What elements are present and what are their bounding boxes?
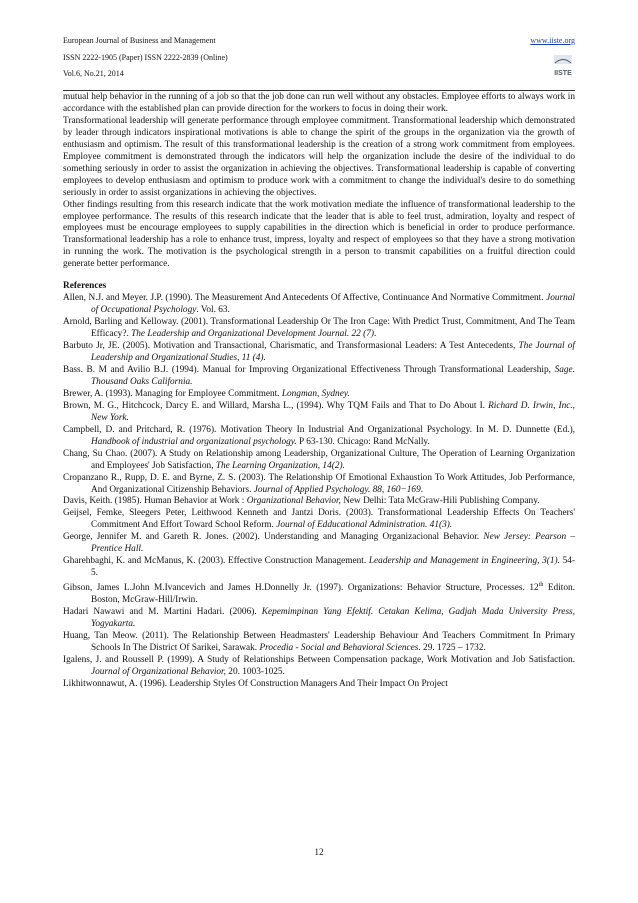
reference-entry: Campbell, D. and Pritchard, R. (1976). Motivation Theory In Industrial And Organizational Psychology. In M. D. Dunnette (Ed.), Handbook of industrial and organizational psychology. P 63-130. Chicago: Rand McNally. — [63, 424, 575, 447]
reference-entry: Arnold, Barling and Kelloway. (2001). Transformational Leadership Or The Iron Cage: With Predict Trust, Commitment, And The Team Efficacy?. The Leadership and Organizational Development Journal. 22 (7). — [63, 317, 575, 340]
reference-entry: Hadari Nawawi and M. Martini Hadari. (2006). Kepemimpinan Yang Efektif. Cetakan Kelima, Gadjah Mada University Press, Yogyakarta. — [63, 607, 575, 630]
body-paragraph: Other findings resulting from this research indicate that the work motivation mediate the influence of transformational leadership to the employee performance. The results of this research indicate that the leader that is able to feel trust, admiration, loyalty and respect of employees must be encourage employees to supply capabilities in the direction which is beneficial in order to produce performance. Transformational leadership has a role to enhance trust, impress, loyalty and respect of employees so that they have a strong motivation in running the work. The motivation is the psychological strength in a person to transmit capabilities on a fruitful direction could generate better performance. — [63, 199, 575, 270]
reference-entry: Huang, Tan Meow. (2011). The Relationship Between Headmasters' Leadership Behaviour And Teachers Commitment In Primary Schools In The District Of Sarikei, Sarawak. Procedia - Social and Behavioral Sciences. 29. 1725 – 1732. — [63, 631, 575, 653]
header-divider — [63, 90, 575, 91]
reference-entry: Davis, Keith. (1985). Human Behavior at Work : Organizational Behavior, New Delhi: Tata McGraw-Hili Publishing Company. — [63, 496, 540, 507]
logo-text: IISTE — [554, 70, 572, 77]
reference-entry: Cropanzano R., Rupp, D. E. and Byrne, Z. S. (2003). The Relationship Of Emotional Exhaustion To Work Attitudes, Job Performance, And Organizational Citizenship Behaviors. Journal of Applied Psychology. 88, 160−169. — [63, 472, 575, 495]
reference-entry: Igalens, J. and Roussell P. (1999). A Study of Relationships Between Compensation package, Work Motivation and Job Satisfaction. Journal of Organizational Behavior, 20. 1003-1025. — [63, 654, 575, 677]
reference-entry: Barbuto Jr, JE. (2005). Motivation and Transactional, Charismatic, and Transformasional Leaders: A Test Antecedents, The Journal of Leadership and Organizational Studies, 11 (4). — [63, 341, 575, 364]
reference-entry: Chang, Su Chao. (2007). A Study on Relationship among Leadership, Organizational Culture, The Operation of Learning Organization and Employees' Job Satisfaction, The Learning Organization, 14(2). — [63, 448, 575, 471]
volume-line: Vol.6, No.21, 2014 — [63, 69, 124, 78]
reference-entry: George, Jennifer M. and Gareth R. Jones. (2002). Understanding and Managing Organizacional Behavior. New Jersey: Pearson – Prentice Hall. — [63, 532, 575, 555]
journal-website-link[interactable]: www.iiste.org — [530, 36, 575, 45]
body-paragraph: mutual help behavior in the running of a job so that the job done can run well without any obstacles. Employee efforts to always work in accordance with the established plan can provide direction for the workers to focus in doing their work. — [63, 92, 575, 114]
reference-entry: Likhitwonnawut, A. (1996). Leadership Styles Of Construction Managers And Their Impact On Project — [63, 678, 448, 689]
reference-entry: Bass. B. M and Avilio B.J. (1994). Manual for Improving Organizational Effectiveness Through Transformational Leadership, Sage. Thousand Oaks California. — [63, 364, 575, 387]
reference-entry: Gibson, James L.John M.Ivancevich and James H.Donnelly Jr. (1997). Organizations: Behavior Structure, Processes. 12th Editon. Boston, McGraw-Hill/Irwin. — [63, 582, 575, 606]
page-header — [63, 33, 575, 87]
issn-line: ISSN 2222-1905 (Paper) ISSN 2222-2839 (Online) — [63, 52, 228, 62]
page-number: 12 — [314, 848, 324, 858]
journal-name: European Journal of Business and Management — [63, 36, 216, 45]
reference-entry: Brown, M. G., Hitchcock, Darcy E. and Willard, Marsha L., (1994). Why TQM Fails and That to Do About I. Richard D. Irwin, Inc., New York. — [63, 400, 576, 423]
reference-entry: Brewer, A. (1993). Managing for Employee Commitment. Longman, Sydney. — [63, 388, 350, 399]
reference-entry: Geijsel, Femke, Sleegers Peter, Leithwood Kenneth and Jantzi Doris. (2003). Transformational Leadership Effects On Teachers' Commitment And Effort Toward School Reform. Journal of Edducational Administration. 41(3). — [63, 508, 575, 531]
references-heading: References — [63, 281, 107, 292]
reference-entry: Gharehbaghi, K. and McManus, K. (2003). Effective Construction Management. Leadership and Management in Engineering, 3(1). 54-5. — [63, 556, 575, 579]
body-paragraph: Transformational leadership will generate performance through employee commitment. Transformational leadership which demonstrated by leader through indicators inspirational motivations is able to change the spirit of the groups in the organization via the growth of enthusiasm and optimism. The result of this transformational leadership is the creation of a strong work commitment from employees. Employee commitment is demonstrated through the indicators will help the organization include the desire of the individual to do something seriously in order to assist the organization in achieving the objectives. Transformational leadership is capable of converting employees to develop enthusiasm and optimism to produce work with a commitment to change the individual's desire to do something seriously in order to assist organizations in achieving the objectives. — [63, 115, 575, 198]
article-body — [63, 92, 575, 691]
iiste-logo — [552, 55, 574, 79]
reference-entry: Allen, N.J. and Meyer. J.P. (1990). The Measurement And Antecedents Of Affective, Continuance And Normative Commitment. Journal of Occupational Psychology. Vol. 63. — [63, 293, 575, 316]
